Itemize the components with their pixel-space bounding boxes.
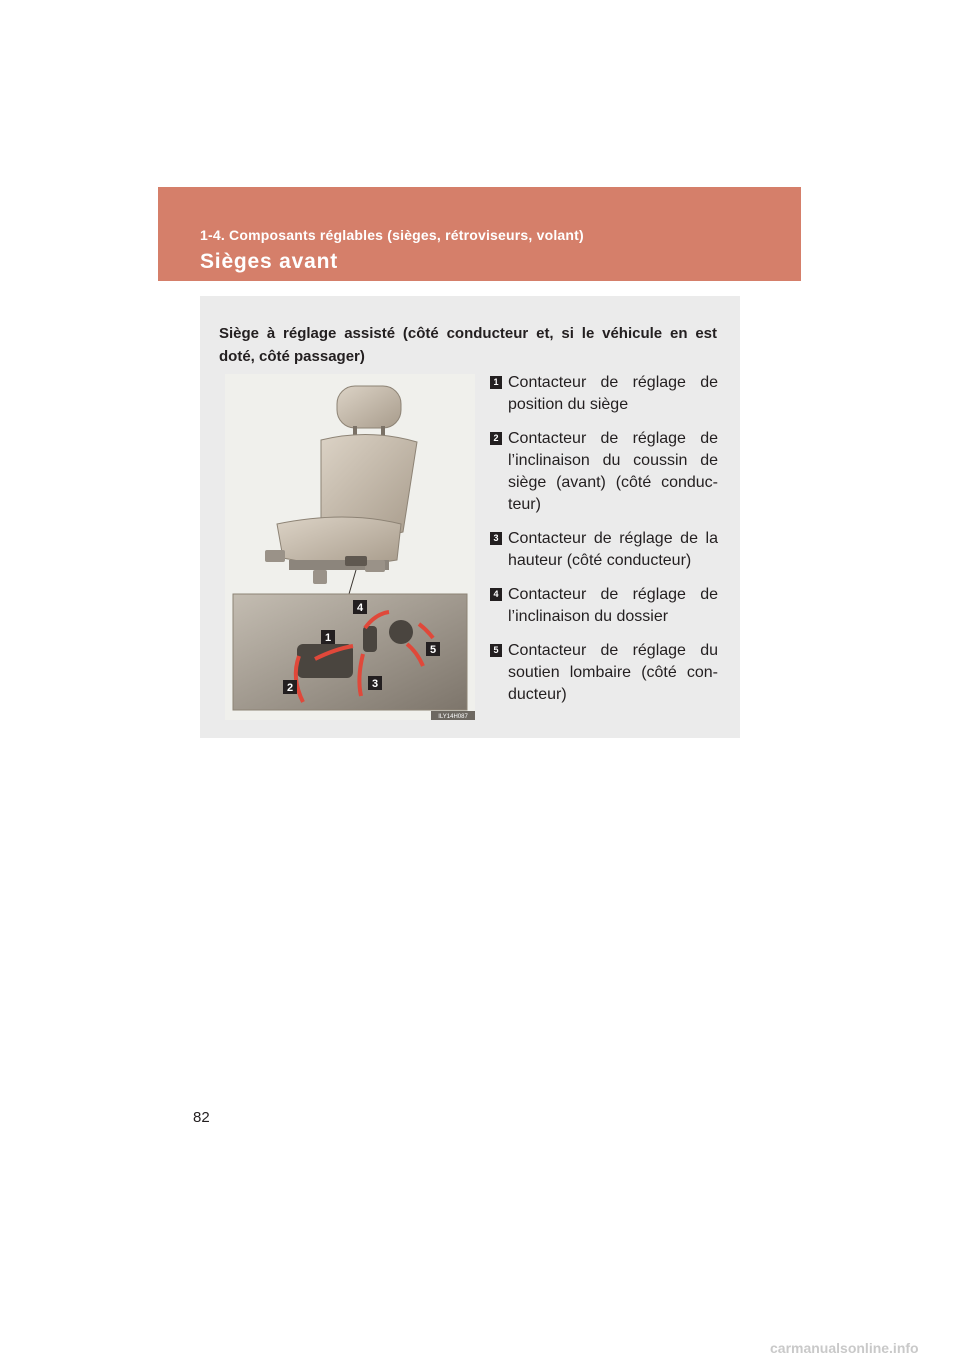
list-item	[490, 640, 718, 706]
item-number-badge: 2	[490, 432, 502, 445]
item-number-badge: 4	[490, 588, 502, 601]
callout-5	[426, 642, 440, 656]
lumbar-switch	[389, 620, 413, 644]
list-item	[490, 428, 718, 516]
item-label: Contacteur de réglage de la hauteur (côté conducteur)	[508, 530, 718, 569]
item-label: Contacteur de réglage de l’inclinaison du dossier	[508, 586, 718, 625]
svg-text:1: 1	[324, 632, 332, 644]
item-number-badge: 5	[490, 644, 502, 657]
adjustment-list	[490, 372, 718, 718]
info-box	[200, 296, 740, 738]
callout-4	[353, 600, 367, 614]
callout-1	[321, 630, 335, 644]
image-code: ILY14H087	[438, 714, 468, 720]
box-heading-line-2: doté, côté passager)	[219, 348, 365, 365]
page-number: 82	[193, 1109, 210, 1126]
svg-text:2: 2	[286, 682, 294, 694]
list-item	[490, 528, 718, 572]
leader-line	[349, 570, 356, 594]
svg-text:3: 3	[371, 678, 379, 690]
callout-3	[368, 676, 382, 690]
headrest	[337, 386, 401, 440]
seat-drawing	[225, 374, 475, 720]
page-title: Sièges avant	[200, 250, 338, 273]
seat-illustration	[225, 374, 475, 720]
watermark-link[interactable]: carmanualsonline.info	[770, 1340, 919, 1356]
svg-text:4: 4	[356, 602, 364, 614]
list-item	[490, 372, 718, 416]
recline-switch	[363, 626, 377, 652]
item-label: Contacteur de réglage du soutien lombaire (côté con-ducteur)	[508, 642, 718, 703]
item-label: Contacteur de réglage de l’inclinaison du coussin de siège (avant) (côté conduc-teur)	[508, 430, 718, 513]
seat-cushion	[277, 517, 401, 565]
item-label: Contacteur de réglage de position du siège	[508, 374, 718, 413]
item-number-badge: 1	[490, 376, 502, 389]
box-heading	[219, 322, 717, 368]
box-heading-line-1: Siège à réglage assisté (côté conducteur et, si le véhicule en est	[219, 325, 717, 342]
callout-2	[283, 680, 297, 694]
svg-text:5: 5	[429, 644, 437, 656]
item-number-badge: 3	[490, 532, 502, 545]
section-header	[158, 187, 801, 281]
section-label: 1-4. Composants réglables (sièges, rétroviseurs, volant)	[200, 227, 584, 243]
list-item	[490, 584, 718, 628]
